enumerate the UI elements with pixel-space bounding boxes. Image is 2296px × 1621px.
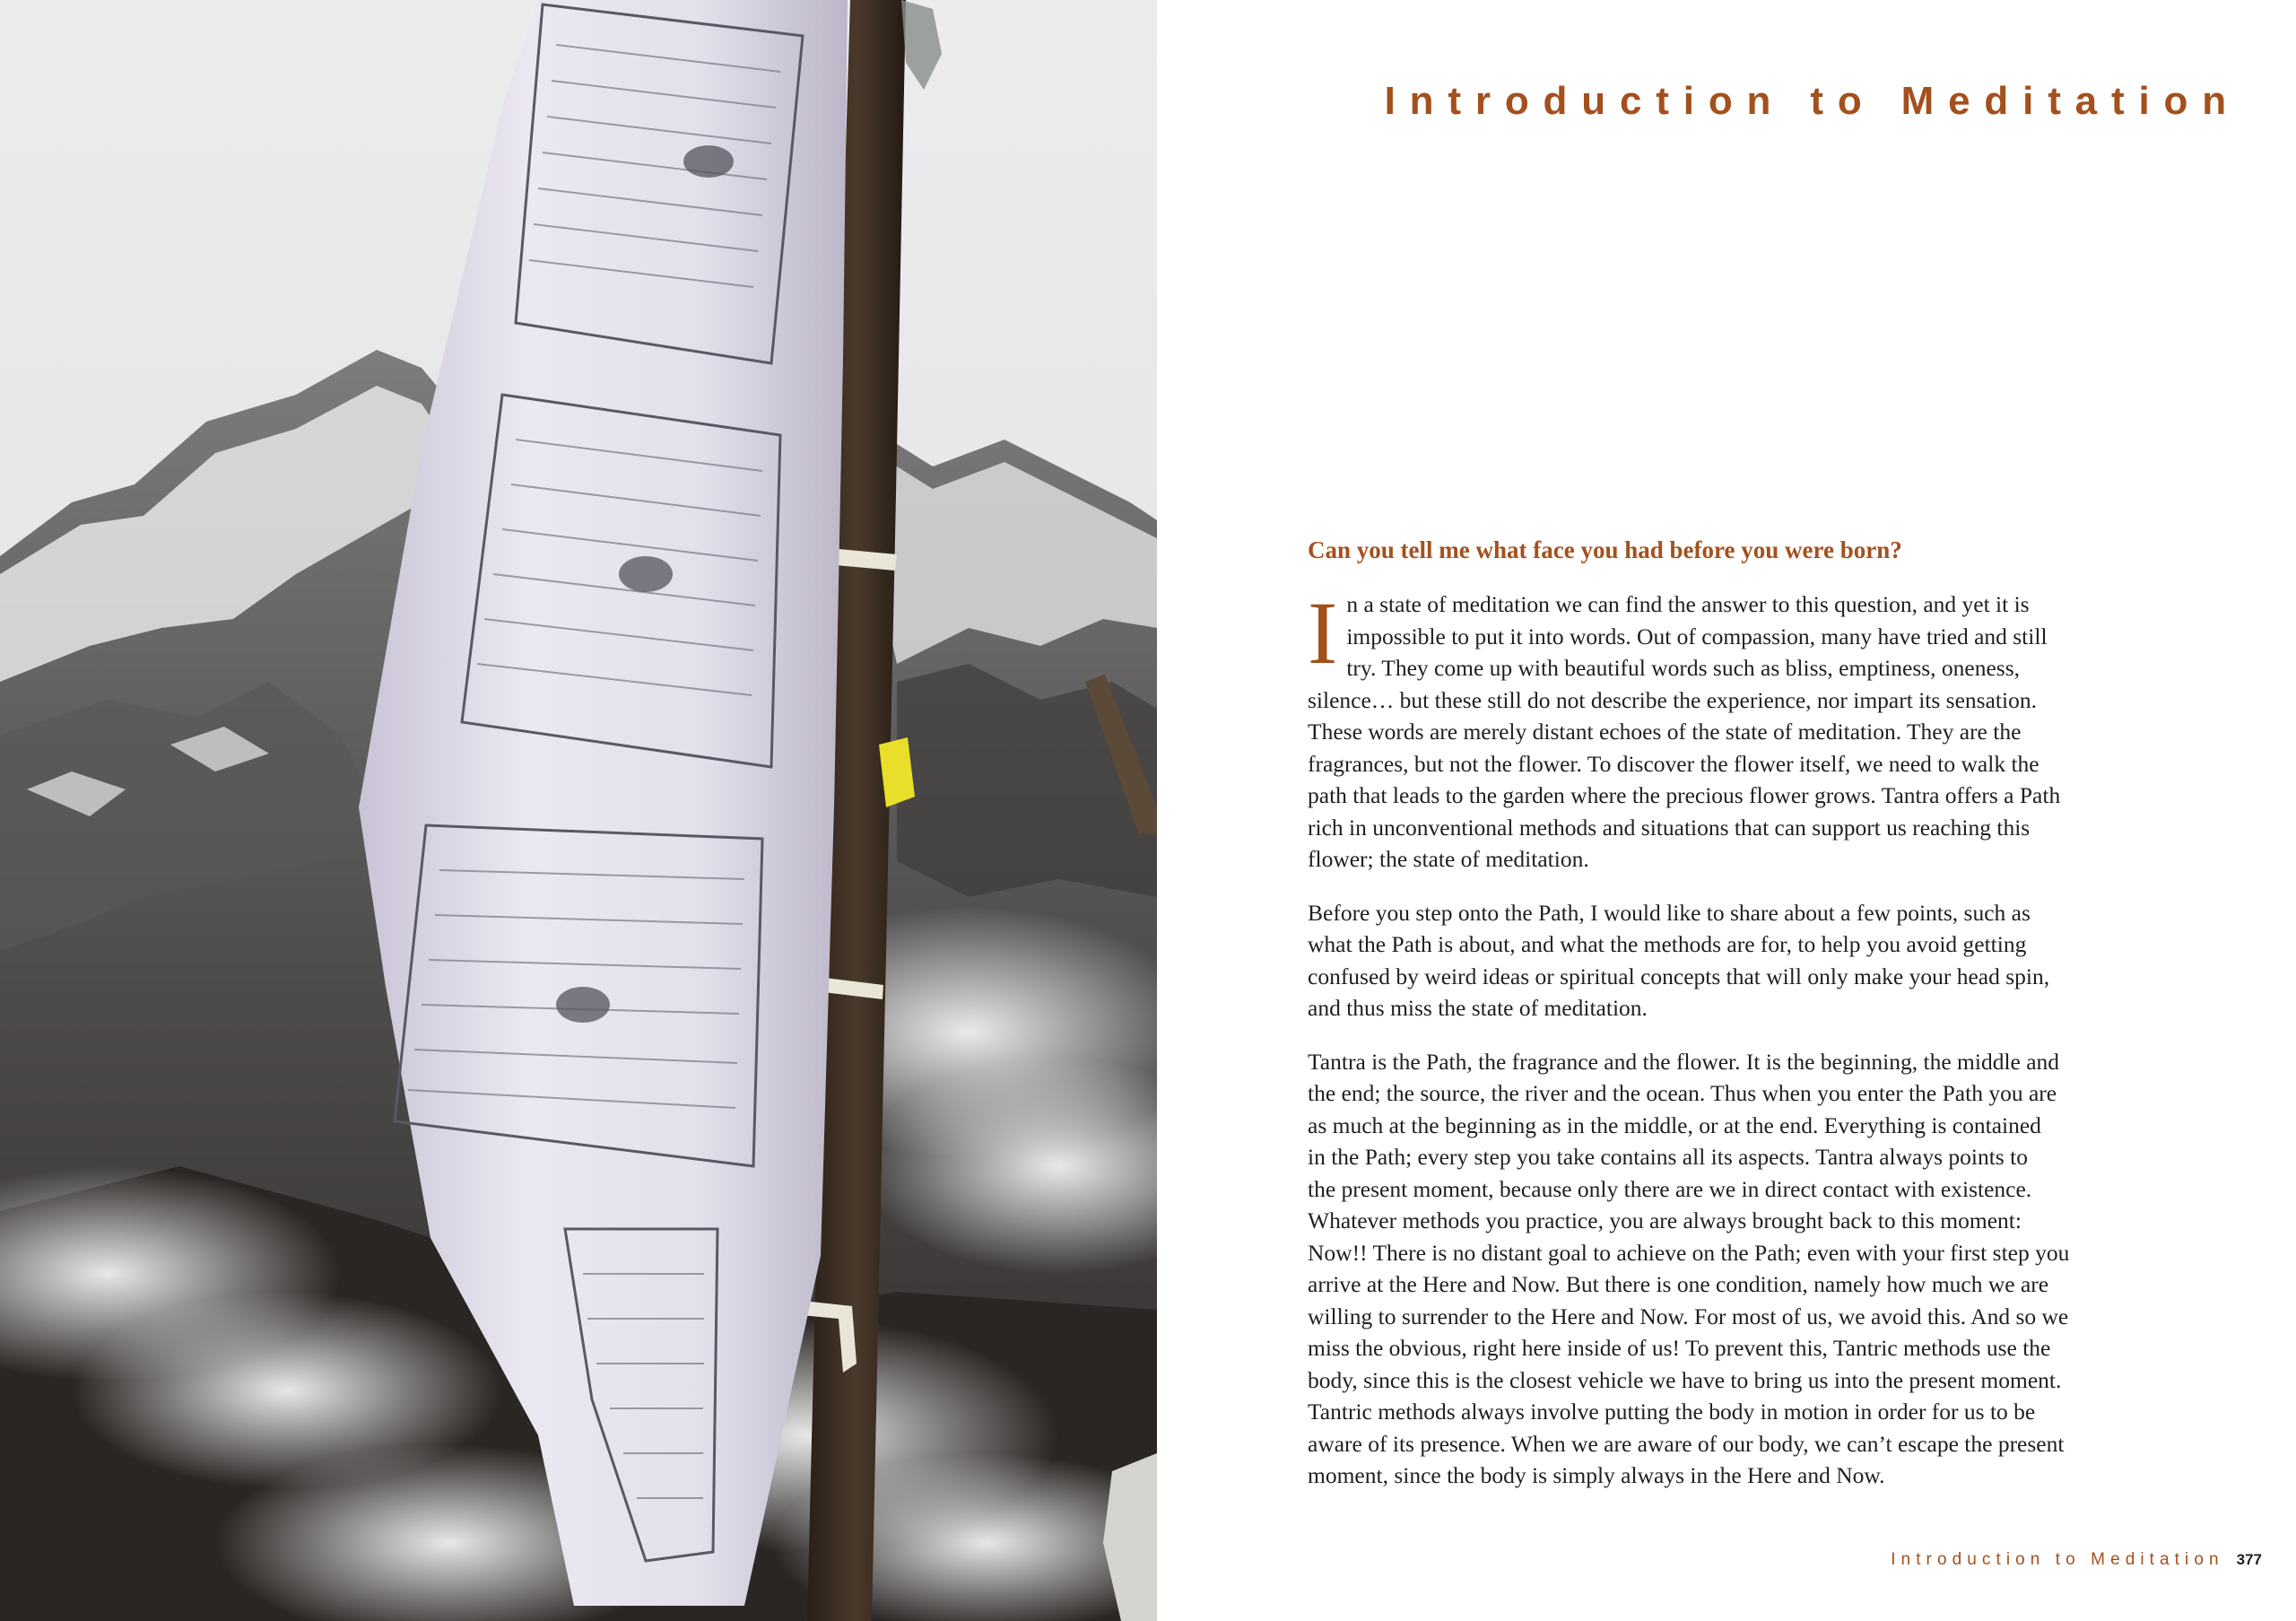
subtitle-question: Can you tell me what face you had before you were born?: [1308, 536, 1902, 563]
page-number: 377: [2236, 1551, 2262, 1568]
running-title: Introduction to Meditation: [1891, 1550, 2224, 1569]
paragraph-1: [1308, 583, 2169, 876]
body-text: [1308, 535, 2169, 1513]
paragraph-2: Before you step onto the Path, I would like to share about a few points, such as what the Path is about, and what the methods are for, to help you avoid getting confused by weird ideas or spiritual concepts that will only make your head spin, and thus miss the state of meditation.: [1308, 899, 2050, 1021]
chapter-title: Introduction to Meditation: [1384, 79, 2240, 123]
paragraph-1-text: n a state of meditation we can find the answer to this question, and yet it is impossible to put it into words. Out of compassion, many have tried and still try. They come up with beautiful words such as bliss, emptiness, oneness, silence… but these still do not describe the experience, nor impart its sensation. These words are merely distant echoes of the state of meditation. They are the fragrances, but not the flower. To discover the flower itself, we need to walk the path that leads to the garden where the precious flower grows. Tantra offers a Path rich in unconventional methods and situations that can support us reaching this flower; the state of meditation.: [1308, 591, 2061, 872]
page-footer: [1891, 1550, 2262, 1570]
drop-cap: I: [1308, 583, 1338, 683]
paragraph-3: Tantra is the Path, the fragrance and the flower. It is the beginning, the middle and the end; the source, the river and the ocean. Thus when you enter the Path you are as much at the beginning as in the middle, or at the end. Everything is contained in the Path; every step you take contains all its aspects. Tantra always points to the present moment, because only there are we in direct contact with existence. Whatever methods you practice, you are always brought back to this moment: Now!! There is no distant goal to achieve on the Path; even with your first step you arrive at the Here and Now. But there is one condition, namely how much we are willing to surrender to the Here and Now. For most of us, we avoid this. And so we miss the obvious, right here inside of us! To prevent this, Tantric methods use the body, since this is the closest vehicle we have to bring us into the present moment. Tantric methods always involve putting the body in motion in order for us to be aware of its presence. When we are aware of our body, we can’t escape the present moment, since the body is simply always in the Here and Now.: [1308, 1048, 2070, 1488]
